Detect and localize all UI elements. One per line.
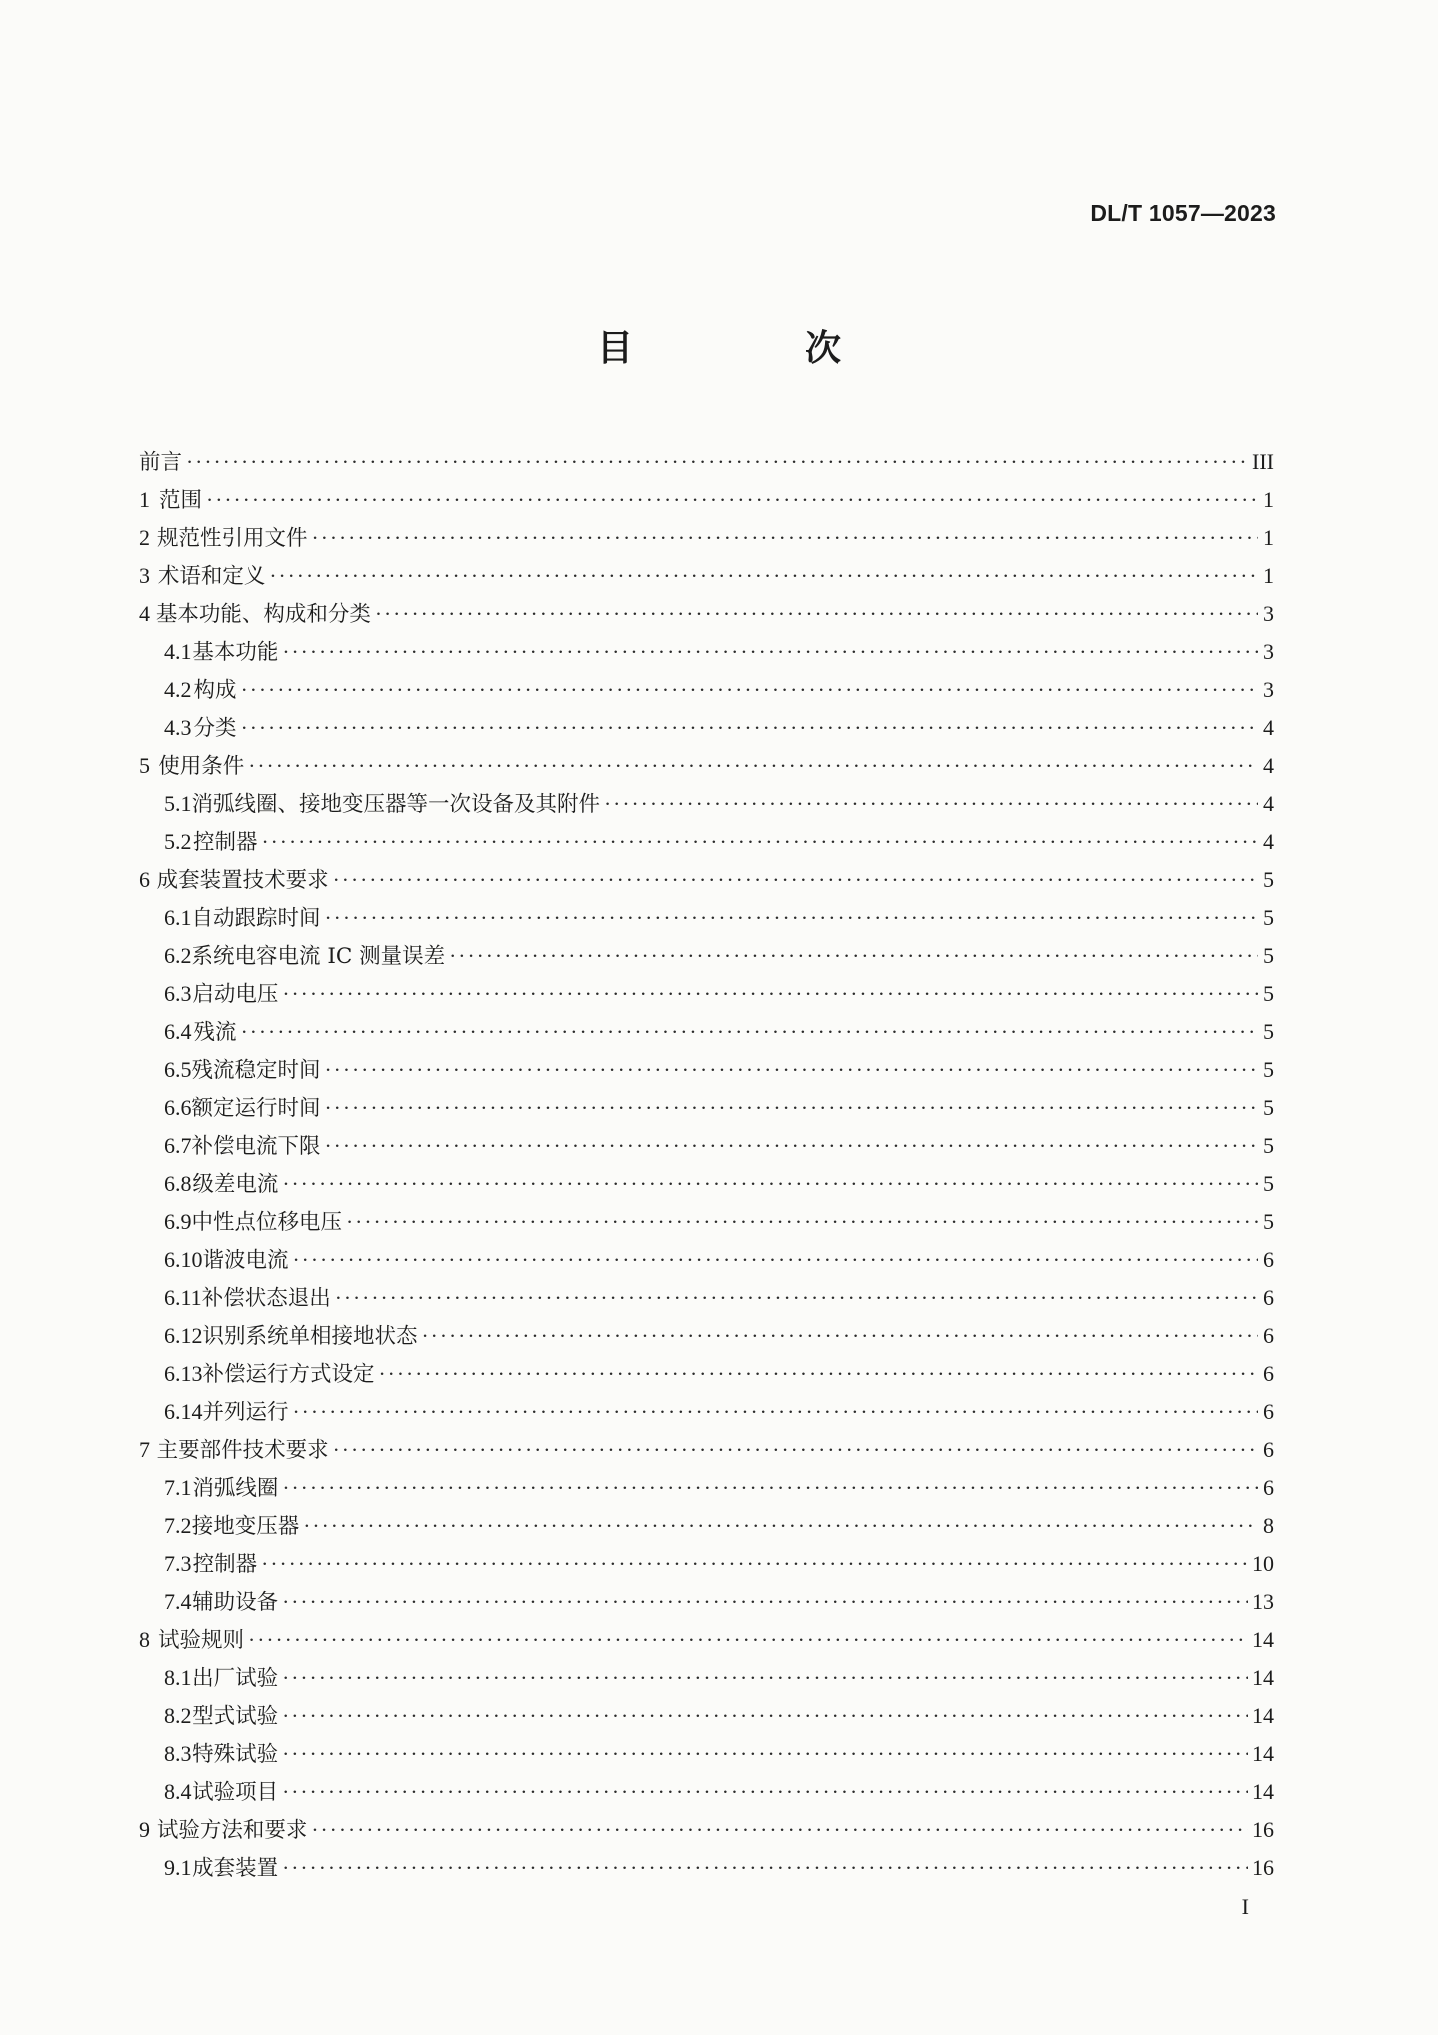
toc-entry[interactable] xyxy=(139,1203,1274,1241)
toc-entry-page: 6 xyxy=(1263,1361,1274,1386)
toc-entry[interactable] xyxy=(139,709,1274,747)
toc-entry[interactable] xyxy=(139,1697,1274,1735)
toc-entry-title: 消弧线圈、接地变压器等一次设备及其附件 xyxy=(191,792,601,817)
toc-dot-leader xyxy=(333,1431,1258,1469)
toc-entry-number: 6.10 xyxy=(164,1247,203,1272)
toc-entry-title: 使用条件 xyxy=(158,754,245,779)
toc-dot-leader xyxy=(261,823,1258,861)
toc-entry-number: 7.4 xyxy=(164,1589,192,1614)
toc-entry-page: 1 xyxy=(1263,525,1274,550)
toc-entry-title: 前言 xyxy=(139,450,183,475)
toc-dot-leader xyxy=(311,1811,1248,1849)
toc-entry-page: 1 xyxy=(1263,487,1274,512)
toc-entry[interactable] xyxy=(139,747,1274,785)
toc-entry-number: 8.3 xyxy=(164,1741,192,1766)
toc-entry-title: 基本功能 xyxy=(192,640,279,665)
toc-entry-number: 6 xyxy=(139,867,150,892)
toc-entry-number: 8.4 xyxy=(164,1779,192,1804)
toc-entry[interactable] xyxy=(139,557,1274,595)
toc-dot-leader xyxy=(422,1317,1258,1355)
toc-entry-number: 5.1 xyxy=(164,791,192,816)
toc-entry-title: 识别系统单相接地状态 xyxy=(202,1324,418,1349)
toc-entry-page: 5 xyxy=(1263,1133,1274,1158)
toc-entry-number: 7.2 xyxy=(164,1513,192,1538)
toc-dot-leader xyxy=(325,1127,1258,1165)
toc-dot-leader xyxy=(282,975,1258,1013)
toc-entry-page: 5 xyxy=(1263,867,1274,892)
document-code: DL/T 1057—2023 xyxy=(1090,200,1276,226)
toc-entry-title: 系统电容电流 IC 测量误差 xyxy=(191,944,446,969)
toc-entry-page: 5 xyxy=(1263,1209,1274,1234)
toc-entry-title: 补偿电流下限 xyxy=(191,1134,321,1159)
toc-dot-leader xyxy=(312,519,1258,557)
toc-entry-number: 4.1 xyxy=(164,639,192,664)
toc-entry-page: 14 xyxy=(1252,1665,1274,1690)
toc-dot-leader xyxy=(604,785,1258,823)
toc-entry-number: 3 xyxy=(139,563,150,588)
toc-entry-number: 8.1 xyxy=(164,1665,192,1690)
toc-dot-leader xyxy=(282,1469,1258,1507)
toc-entry-page: 5 xyxy=(1263,1095,1274,1120)
toc-entry-title: 范围 xyxy=(159,488,203,513)
toc-dot-leader xyxy=(379,1355,1258,1393)
toc-entry[interactable] xyxy=(139,937,1274,975)
toc-entry-title: 特殊试验 xyxy=(192,1742,279,1767)
toc-entry-title: 辅助设备 xyxy=(192,1590,279,1615)
toc-entry-number: 6.7 xyxy=(164,1133,192,1158)
toc-dot-leader xyxy=(241,671,1258,709)
toc-entry-number: 7.3 xyxy=(164,1551,192,1576)
toc-dot-leader xyxy=(282,1773,1248,1811)
toc-entry-title: 成套装置 xyxy=(192,1856,279,1881)
toc-entry-page: 6 xyxy=(1263,1323,1274,1348)
toc-entry[interactable] xyxy=(139,975,1274,1013)
toc-entry-number: 4.3 xyxy=(164,715,192,740)
toc-entry-page: 8 xyxy=(1263,1513,1274,1538)
toc-entry-page: 5 xyxy=(1263,943,1274,968)
toc-entry-title: 残流稳定时间 xyxy=(191,1058,321,1083)
toc-dot-leader xyxy=(186,443,1248,481)
toc-entry-number: 6.1 xyxy=(164,905,192,930)
toc-dot-leader xyxy=(293,1241,1258,1279)
toc-entry-number: 6.9 xyxy=(164,1209,192,1234)
toc-entry[interactable] xyxy=(139,633,1274,671)
toc-dot-leader xyxy=(449,937,1258,975)
toc-entry[interactable] xyxy=(139,1469,1274,1507)
toc-dot-leader xyxy=(375,595,1258,633)
toc-entry-number: 8 xyxy=(139,1627,150,1652)
toc-entry-number: 6.2 xyxy=(164,943,192,968)
toc-entry[interactable] xyxy=(139,1355,1274,1393)
toc-dot-leader xyxy=(282,1735,1248,1773)
toc-entry-title: 控制器 xyxy=(192,830,258,855)
toc-entry-title: 试验规则 xyxy=(158,1628,245,1653)
toc-entry-number: 6.13 xyxy=(164,1361,203,1386)
toc-entry[interactable] xyxy=(139,1317,1274,1355)
toc-dot-leader xyxy=(282,1659,1248,1697)
toc-entry-page: 6 xyxy=(1263,1399,1274,1424)
toc-entry-number: 1 xyxy=(139,487,150,512)
toc-entry-title: 额定运行时间 xyxy=(191,1096,321,1121)
table-of-contents xyxy=(139,443,1274,1887)
toc-dot-leader xyxy=(346,1203,1258,1241)
toc-entry-number: 6.12 xyxy=(164,1323,203,1348)
toc-entry-title: 补偿状态退出 xyxy=(201,1286,331,1311)
toc-dot-leader xyxy=(333,861,1258,899)
toc-entry[interactable] xyxy=(139,519,1274,557)
toc-entry-number: 5.2 xyxy=(164,829,192,854)
toc-entry-title: 启动电压 xyxy=(192,982,279,1007)
toc-entry[interactable] xyxy=(139,1279,1274,1317)
toc-entry[interactable] xyxy=(139,1165,1274,1203)
toc-entry-title: 出厂试验 xyxy=(192,1666,279,1691)
toc-entry[interactable] xyxy=(139,481,1274,519)
toc-entry[interactable] xyxy=(139,1431,1274,1469)
toc-entry-page: 4 xyxy=(1263,753,1274,778)
toc-entry-title: 中性点位移电压 xyxy=(191,1210,343,1235)
toc-entry-page: III xyxy=(1252,449,1274,474)
toc-entry-page: 5 xyxy=(1263,1171,1274,1196)
toc-entry-page: 6 xyxy=(1263,1285,1274,1310)
toc-entry-title: 试验项目 xyxy=(192,1780,279,1805)
toc-entry-number: 6.6 xyxy=(164,1095,192,1120)
toc-entry-page: 6 xyxy=(1263,1247,1274,1272)
toc-dot-leader xyxy=(325,1089,1258,1127)
toc-entry[interactable] xyxy=(139,1051,1274,1089)
toc-entry-number: 4 xyxy=(139,601,150,626)
toc-dot-leader xyxy=(335,1279,1258,1317)
toc-entry-page: 4 xyxy=(1263,791,1274,816)
toc-entry-title: 成套装置技术要求 xyxy=(156,868,329,893)
toc-entry-page: 4 xyxy=(1263,829,1274,854)
toc-entry-number: 7.1 xyxy=(164,1475,192,1500)
toc-entry[interactable] xyxy=(139,1507,1274,1545)
toc-entry-page: 10 xyxy=(1252,1551,1274,1576)
toc-dot-leader xyxy=(293,1393,1258,1431)
toc-entry-title: 并列运行 xyxy=(202,1400,289,1425)
toc-entry-number: 9.1 xyxy=(164,1855,192,1880)
toc-entry-title: 试验方法和要求 xyxy=(156,1818,308,1843)
toc-entry-title: 主要部件技术要求 xyxy=(156,1438,329,1463)
toc-entry-title: 基本功能、构成和分类 xyxy=(155,602,371,627)
page-title: 目 次 xyxy=(596,328,909,369)
toc-entry-page: 3 xyxy=(1263,677,1274,702)
toc-entry-page: 16 xyxy=(1252,1817,1274,1842)
page-number: I xyxy=(1241,1894,1249,1919)
toc-dot-leader xyxy=(325,1051,1258,1089)
toc-entry-number: 6.5 xyxy=(164,1057,192,1082)
toc-entry-number: 2 xyxy=(139,525,150,550)
toc-entry-page: 14 xyxy=(1252,1627,1274,1652)
toc-entry-title: 自动跟踪时间 xyxy=(191,906,321,931)
toc-entry[interactable] xyxy=(139,595,1274,633)
toc-entry-page: 1 xyxy=(1263,563,1274,588)
toc-entry-title: 级差电流 xyxy=(192,1172,279,1197)
toc-entry[interactable] xyxy=(139,1393,1274,1431)
toc-entry-number: 9 xyxy=(139,1817,150,1842)
toc-entry-page: 16 xyxy=(1252,1855,1274,1880)
toc-dot-leader xyxy=(261,1545,1248,1583)
toc-entry-title: 消弧线圈 xyxy=(192,1476,279,1501)
toc-entry-title: 残流 xyxy=(193,1020,237,1045)
toc-entry-page: 3 xyxy=(1263,601,1274,626)
toc-entry-page: 5 xyxy=(1263,1057,1274,1082)
toc-entry-page: 5 xyxy=(1263,1019,1274,1044)
toc-entry-number: 6.8 xyxy=(164,1171,192,1196)
toc-entry[interactable] xyxy=(139,1811,1274,1849)
toc-entry-page: 5 xyxy=(1263,905,1274,930)
toc-entry-page: 14 xyxy=(1252,1779,1274,1804)
toc-dot-leader xyxy=(248,747,1258,785)
toc-entry-page: 3 xyxy=(1263,639,1274,664)
toc-entry-page: 4 xyxy=(1263,715,1274,740)
toc-entry-title: 谐波电流 xyxy=(202,1248,289,1273)
toc-dot-leader xyxy=(241,709,1258,747)
toc-entry[interactable] xyxy=(139,1013,1274,1051)
toc-entry-number: 8.2 xyxy=(164,1703,192,1728)
toc-entry[interactable] xyxy=(139,785,1274,823)
toc-entry-title: 构成 xyxy=(193,678,237,703)
toc-entry[interactable] xyxy=(139,671,1274,709)
toc-entry-title: 型式试验 xyxy=(192,1704,279,1729)
toc-dot-leader xyxy=(282,1165,1258,1203)
toc-dot-leader xyxy=(303,1507,1258,1545)
toc-entry[interactable] xyxy=(139,1583,1274,1621)
toc-entry[interactable] xyxy=(139,1241,1274,1279)
toc-entry[interactable] xyxy=(139,1849,1274,1887)
toc-dot-leader xyxy=(282,1849,1248,1887)
toc-entry-page: 14 xyxy=(1252,1703,1274,1728)
toc-entry[interactable] xyxy=(139,443,1274,481)
toc-entry-page: 6 xyxy=(1263,1475,1274,1500)
toc-dot-leader xyxy=(269,557,1258,595)
toc-dot-leader xyxy=(282,633,1258,671)
toc-entry[interactable] xyxy=(139,1089,1274,1127)
toc-entry[interactable] xyxy=(139,861,1274,899)
toc-entry-number: 7 xyxy=(139,1437,150,1462)
toc-entry-page: 14 xyxy=(1252,1741,1274,1766)
toc-entry[interactable] xyxy=(139,1621,1274,1659)
toc-entry-number: 4.2 xyxy=(164,677,192,702)
toc-entry-number: 6.4 xyxy=(164,1019,192,1044)
toc-entry-page: 13 xyxy=(1252,1589,1274,1614)
toc-entry-number: 6.14 xyxy=(164,1399,203,1424)
toc-dot-leader xyxy=(241,1013,1258,1051)
toc-dot-leader xyxy=(325,899,1258,937)
toc-entry-title: 接地变压器 xyxy=(191,1514,300,1539)
toc-entry-title: 术语和定义 xyxy=(157,564,266,589)
toc-entry[interactable] xyxy=(139,823,1274,861)
toc-entry-title: 控制器 xyxy=(192,1552,258,1577)
toc-dot-leader xyxy=(282,1697,1248,1735)
toc-entry-title: 补偿运行方式设定 xyxy=(202,1362,375,1387)
toc-entry-number: 5 xyxy=(139,753,150,778)
toc-entry[interactable] xyxy=(139,1545,1274,1583)
toc-dot-leader xyxy=(282,1583,1248,1621)
toc-entry[interactable] xyxy=(139,899,1274,937)
toc-entry[interactable] xyxy=(139,1773,1274,1811)
toc-entry-number: 6.3 xyxy=(164,981,192,1006)
toc-entry-number: 6.11 xyxy=(164,1285,202,1310)
toc-dot-leader xyxy=(206,481,1258,519)
toc-entry[interactable] xyxy=(139,1127,1274,1165)
toc-entry-page: 5 xyxy=(1263,981,1274,1006)
toc-entry-title: 分类 xyxy=(193,716,237,741)
toc-entry-title: 规范性引用文件 xyxy=(157,526,308,551)
toc-entry[interactable] xyxy=(139,1735,1274,1773)
toc-entry[interactable] xyxy=(139,1659,1274,1697)
toc-dot-leader xyxy=(248,1621,1248,1659)
toc-entry-page: 6 xyxy=(1263,1437,1274,1462)
